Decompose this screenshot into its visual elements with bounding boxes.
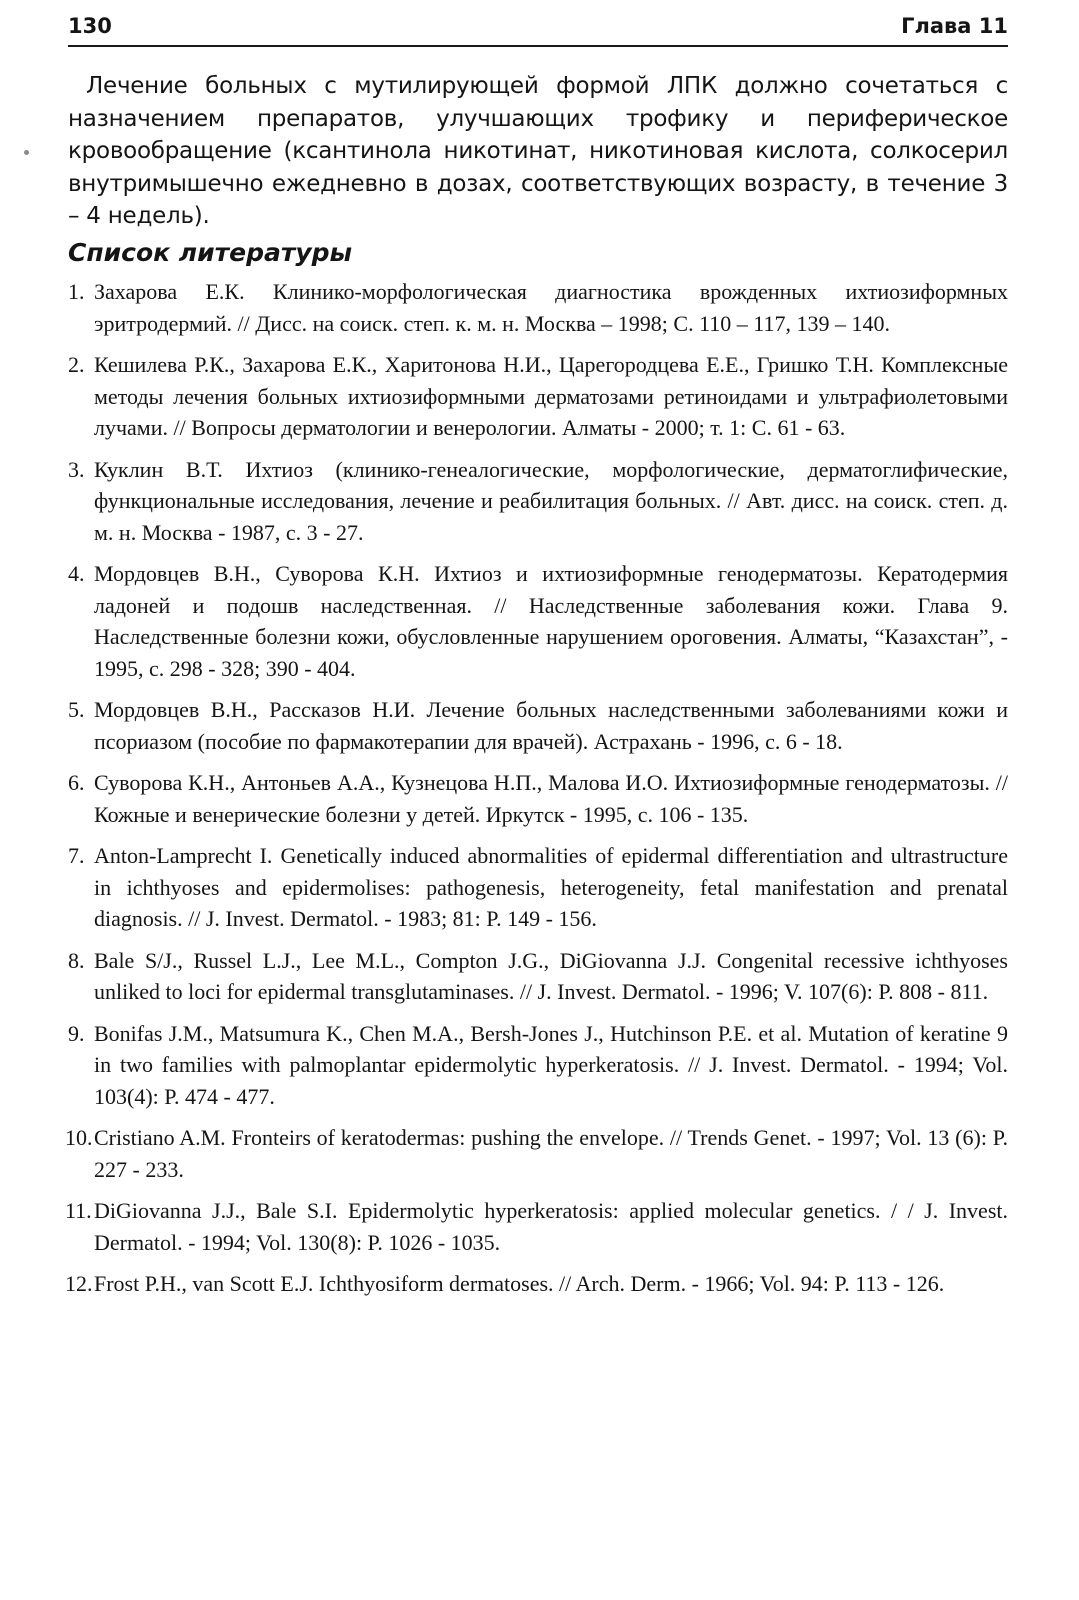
reference-number: 4. [68, 561, 85, 586]
reference-number: 7. [68, 843, 85, 868]
reference-number: 1. [68, 279, 85, 304]
reference-text: Anton-Lamprecht I. Genetically induced abnormalities of epidermal differentiation and ultrastructure in ichthyoses and epidermolises: pathogenesis, heterogeneity, fetal manifestation and prenatal diagnosis. // J. Invest. Dermatol. - 1983; 81: P. 149 - 156. [94, 843, 1008, 931]
reference-item [68, 840, 1008, 935]
header-rule [68, 45, 1008, 47]
reference-number: 11. [65, 1198, 92, 1223]
reference-item [65, 1268, 1008, 1300]
reference-item [68, 945, 1008, 1008]
reference-text: Мордовцев В.Н., Суворова К.Н. Ихтиоз и ихтиозиформные генодерматозы. Кератодермия ладоней и подошв наследственная. // Наследственные заболевания кожи. Глава 9. Наследственные болезни кожи, обусловленные нарушением ороговения. Алматы, “Казахстан”, - 1995, с. 298 - 328; 390 - 404. [94, 561, 1008, 681]
reference-text: DiGiovanna J.J., Bale S.I. Epidermolytic hyperkeratosis: applied molecular genetics. / / J. Invest. Dermatol. - 1994; Vol. 130(8): P. 1026 - 1035. [94, 1198, 1008, 1255]
reference-item [68, 694, 1008, 757]
reference-text: Мордовцев В.Н., Рассказов Н.И. Лечение больных наследственными заболеваниями кожи и псориазом (пособие по фармакотерапии для врачей). Астрахань - 1996, с. 6 - 18. [94, 697, 1008, 754]
chapter-label: Глава 11 [901, 14, 1008, 38]
reference-text: Bonifas J.M., Matsumura K., Chen M.A., Bersh-Jones J., Hutchinson P.E. et al. Mutation of keratine 9 in two families with palmoplantar epidermolytic hyperkeratosis. // J. Invest. Dermatol. - 1994; Vol. 103(4): P. 474 - 477. [94, 1020, 1008, 1109]
reference-number: 3. [68, 456, 85, 482]
reference-text: Кешилева Р.К., Захарова Е.К., Харитонова Н.И., Царегородцева Е.Е., Гришко Т.Н. Комплексные методы лечения больных ихтиозиформными дерматозами ретиноидами и ультрафиолетовыми лучами. // Вопросы дерматологии и венерологии. Алматы - 2000; т. 1: С. 61 - 63. [94, 352, 1008, 440]
scan-speck [24, 150, 29, 155]
reference-item [68, 767, 1008, 830]
reference-item [68, 558, 1008, 684]
section-title: Список литературы [68, 238, 353, 267]
intro-paragraph: Лечение больных с мутилирующей формой ЛПК должно сочетаться с назначением препаратов, улучшающих трофику и периферическое кровообращение (ксантинола никотинат, никотиновая кислота, солкосерил внутримышечно ежедневно в дозах, соответствующих возрасту, в течение 3 – 4 недель). [68, 73, 1008, 229]
reference-number: 2. [68, 352, 85, 377]
reference-number: 12. [65, 1271, 93, 1296]
reference-text: Cristiano A.M. Fronteirs of keratodermas: pushing the envelope. // Trends Genet. - 1997; Vol. 13 (6): P. 227 - 233. [94, 1125, 1008, 1182]
reference-item [68, 276, 1008, 339]
reference-item [68, 349, 1008, 444]
reference-item [68, 1018, 1008, 1113]
reference-item [65, 1122, 1008, 1185]
reference-number: 9. [68, 1020, 85, 1046]
reference-text: Bale S/J., Russel L.J., Lee M.L., Compton J.G., DiGiovanna J.J. Congenital recessive ichthyoses unliked to loci for epidermal transglutaminases. // J. Invest. Dermatol. - 1996; V. 107(6): P. 808 - 811. [94, 947, 1008, 1004]
reference-list [65, 276, 1008, 1310]
reference-text: Куклин В.Т. Ихтиоз (клинико-генеалогические, морфологические, дерматоглифические, функциональные исследования, лечение и реабилитация больных. // Авт. дисс. на соиск. степ. д. м. н. Москва - 1987, с. 3 - 27. [94, 456, 1008, 545]
reference-item [65, 1195, 1008, 1258]
page-number: 130 [68, 14, 112, 38]
reference-text: Захарова Е.К. Клинико-морфологическая диагностика врожденных ихтиозиформных эритродермий. // Дисс. на соиск. степ. к. м. н. Москва – 1998; С. 110 – 117, 139 – 140. [94, 279, 1008, 336]
reference-text: Суворова К.Н., Антоньев А.А., Кузнецова Н.П., Малова И.О. Ихтиозиформные генодерматозы. // Кожные и венерические болезни у детей. Иркутск - 1995, с. 106 - 135. [94, 770, 1008, 827]
reference-item [68, 454, 1008, 549]
reference-text: Frost P.H., van Scott E.J. Ichthyosiform dermatoses. // Arch. Derm. - 1966; Vol. 94: P. 113 - 126. [94, 1271, 945, 1296]
running-header [68, 12, 1008, 44]
reference-number: 5. [68, 697, 85, 722]
reference-number: 8. [68, 947, 85, 973]
reference-number: 10. [65, 1125, 93, 1150]
reference-number: 6. [68, 770, 85, 795]
